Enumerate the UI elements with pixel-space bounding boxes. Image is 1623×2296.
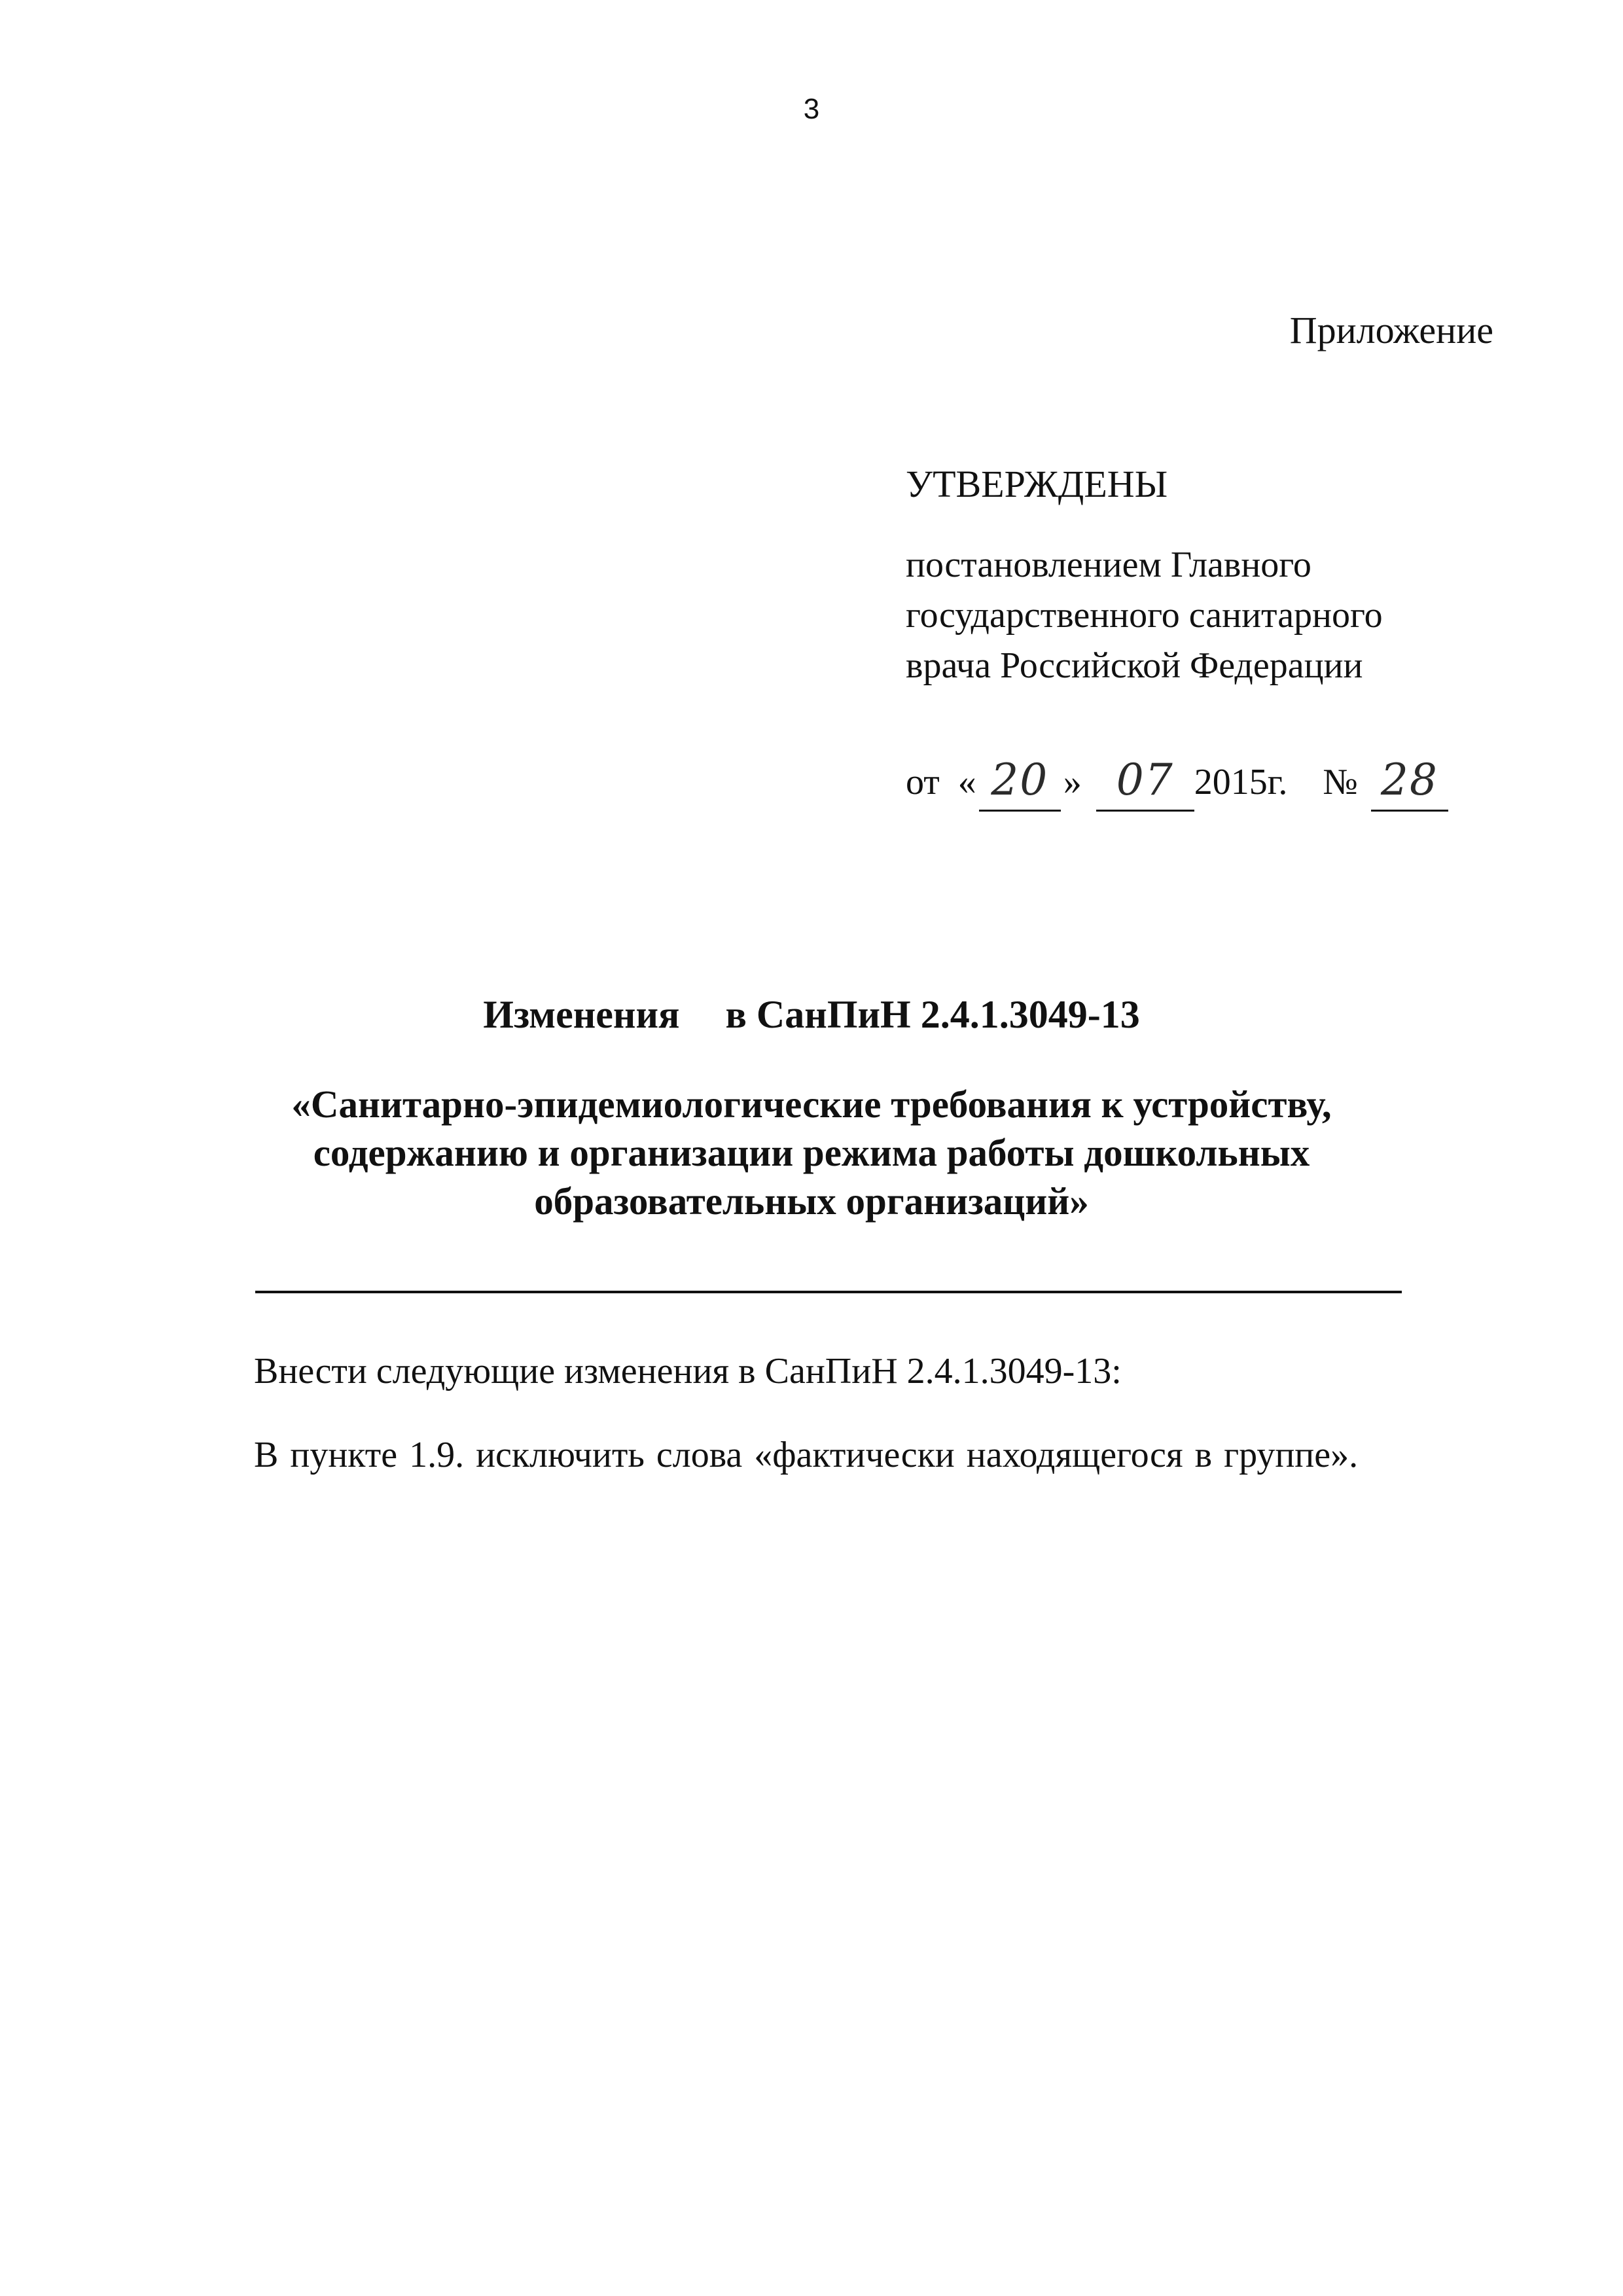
subtitle-line: содержанию и организации режима работы дошкольных <box>313 1131 1310 1174</box>
approval-line: государственного санитарного <box>906 595 1383 636</box>
date-year: 2015г. <box>1194 762 1288 802</box>
approval-title: УТВЕРЖДЕНЫ <box>906 463 1168 505</box>
date-line <box>906 753 1448 812</box>
body-item: В пункте 1.9. исключить слова «фактически находящегося в группе». <box>254 1435 1359 1475</box>
approval-line: постановлением Главного <box>906 545 1311 585</box>
document-number-field <box>1371 755 1448 812</box>
heading-changes-word: Изменения <box>483 993 680 1036</box>
body-intro: Внести следующие изменения в СанПиН 2.4.1.3049-13: <box>254 1351 1122 1391</box>
document-subtitle <box>0 1080 1623 1225</box>
horizontal-rule <box>255 1291 1402 1293</box>
page-number: 3 <box>803 93 820 125</box>
heading-sanpin-ref: в СанПиН 2.4.1.3049-13 <box>725 993 1140 1036</box>
date-close-quote: » <box>1063 762 1082 802</box>
approval-block <box>906 461 1495 691</box>
date-month-field <box>1096 755 1194 812</box>
appendix-label: Приложение <box>1289 309 1493 351</box>
number-sign: № <box>1323 762 1358 802</box>
subtitle-line: образовательных организаций» <box>534 1179 1089 1223</box>
date-day-handwritten: 20 <box>991 755 1049 805</box>
document-number-handwritten: 28 <box>1380 755 1438 805</box>
date-month-handwritten: 07 <box>1116 755 1174 805</box>
subtitle-line: «Санитарно-эпидемиологические требования к устройству, <box>291 1083 1332 1126</box>
approval-authority <box>906 540 1495 691</box>
document-heading <box>0 988 1623 1041</box>
date-prefix: от <box>906 762 940 802</box>
approval-line: врача Российской Федерации <box>906 645 1363 686</box>
date-day-field <box>979 755 1061 812</box>
date-open-quote: « <box>957 762 976 802</box>
